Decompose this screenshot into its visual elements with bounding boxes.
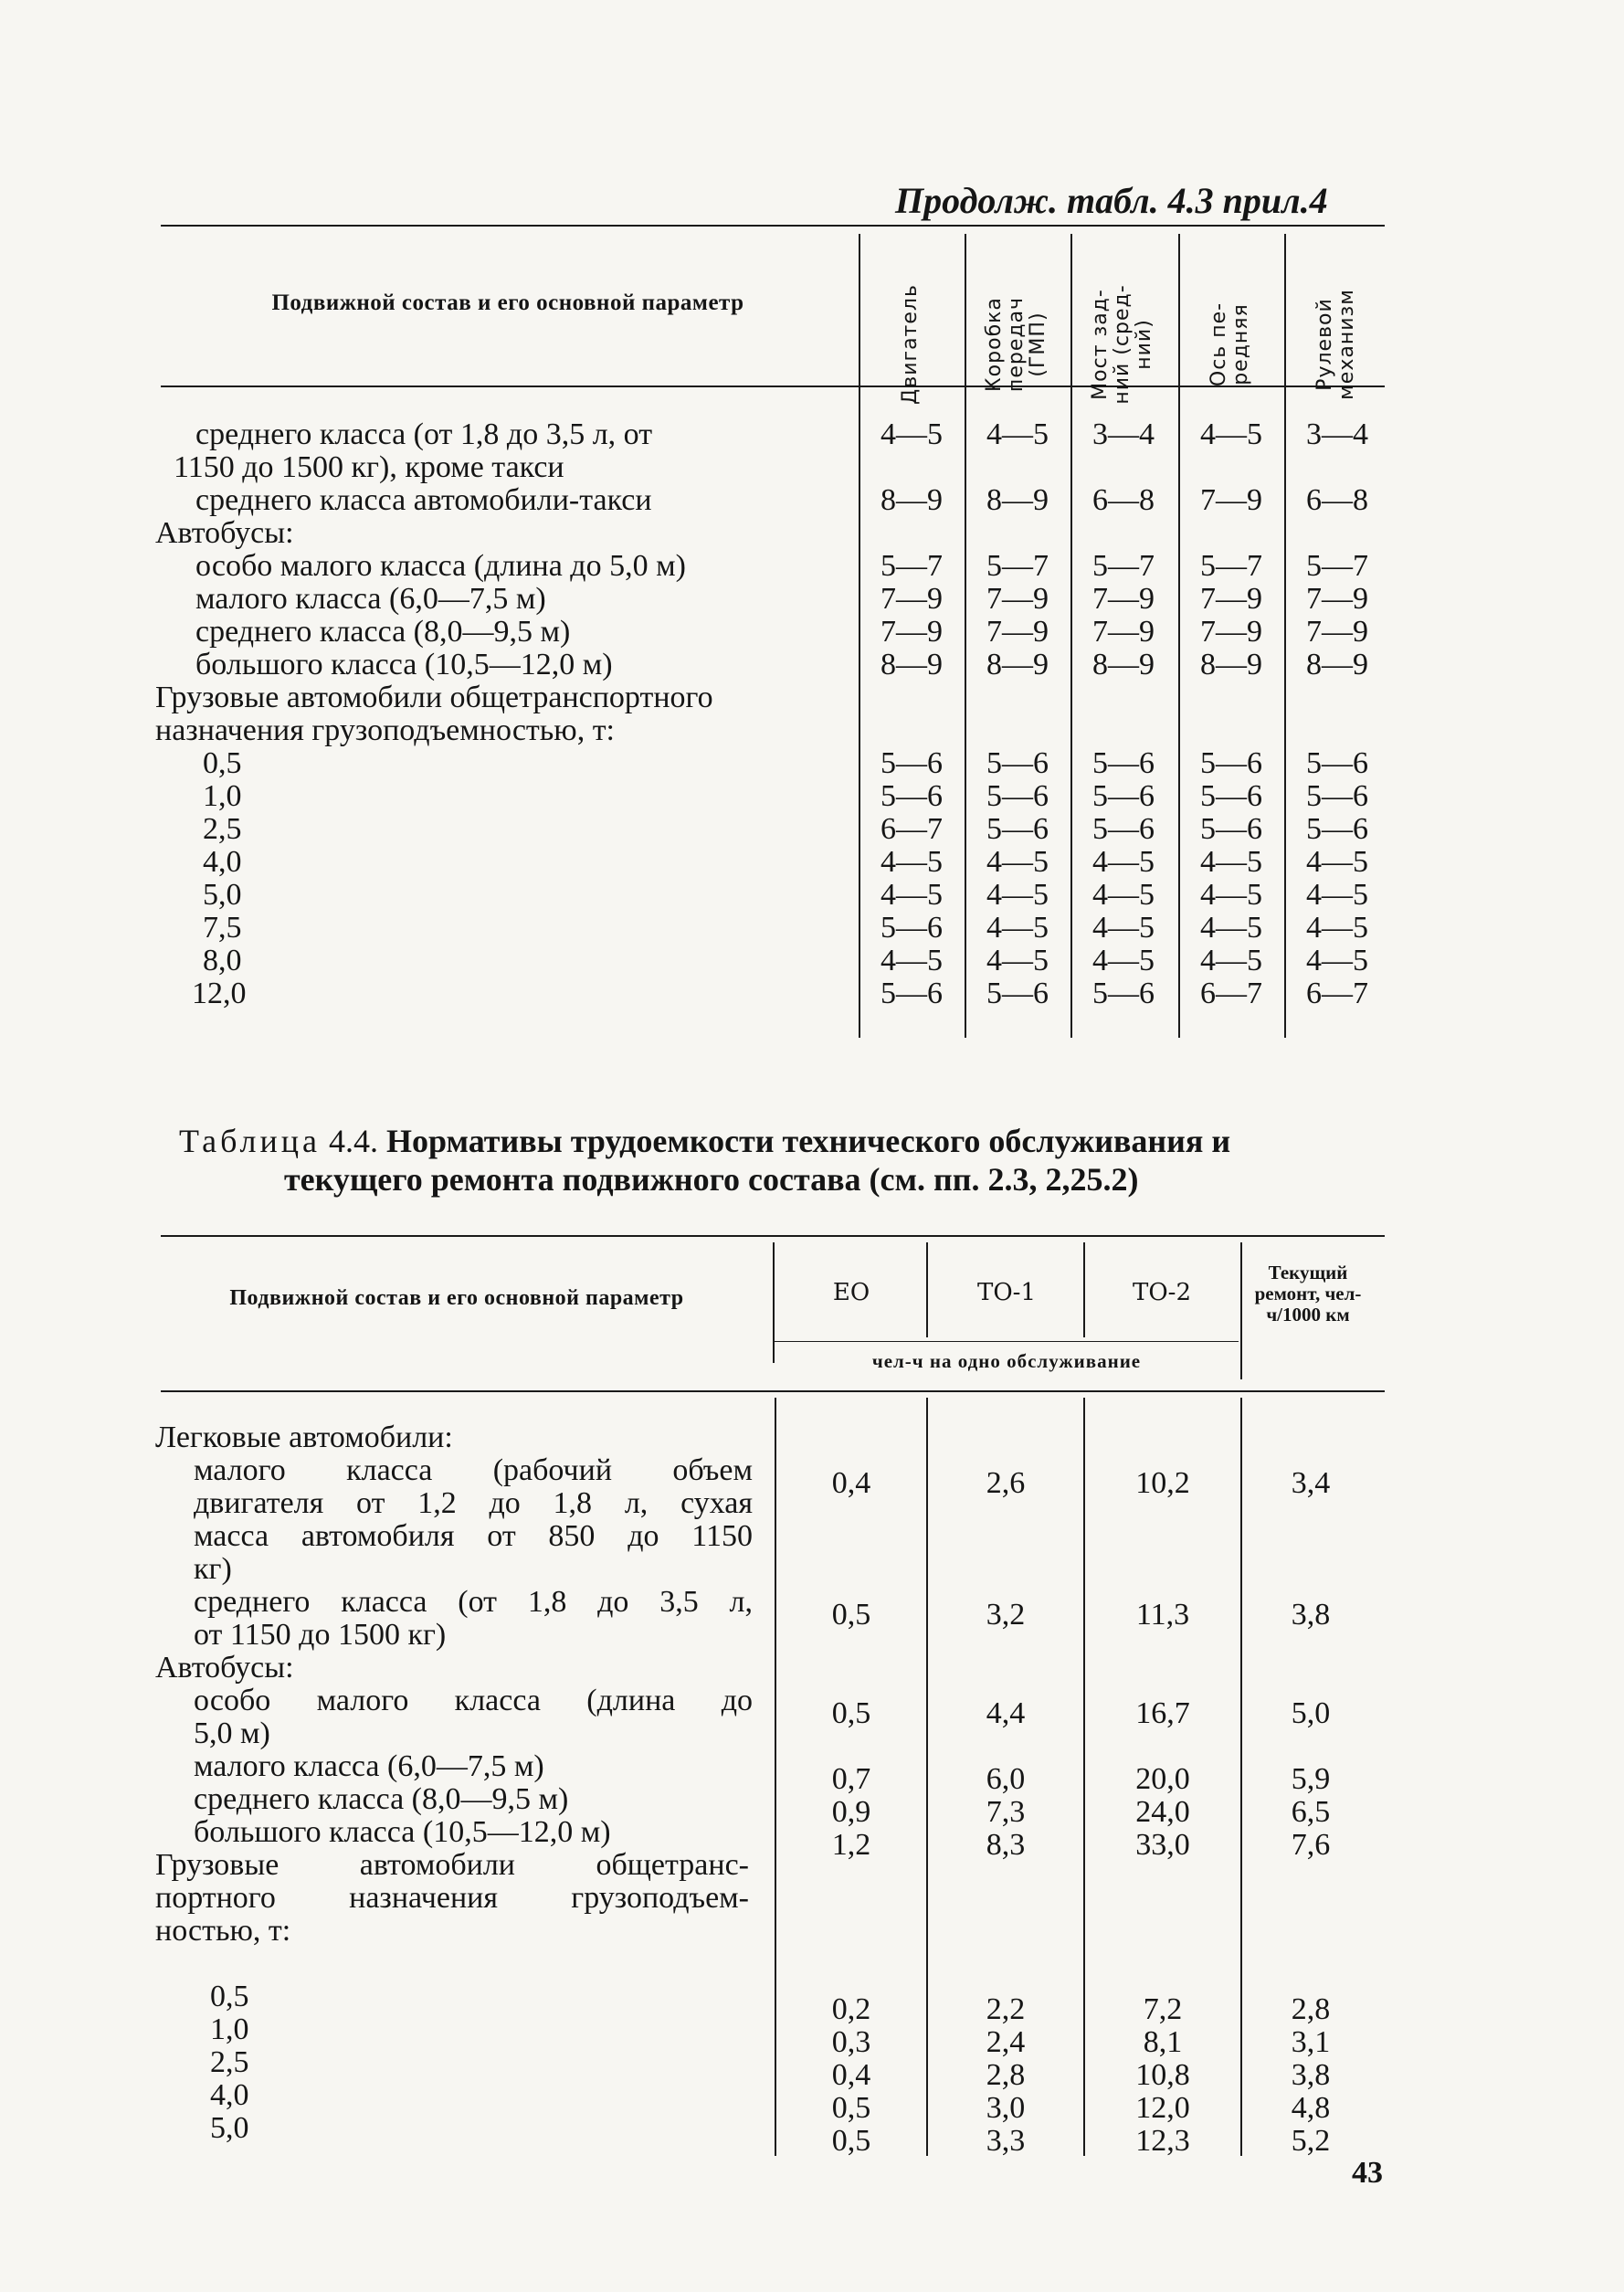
continuation-title: Продолж. табл. 4.3 прил.4: [895, 180, 1328, 221]
table44-row-label: 5,0: [210, 2111, 249, 2145]
page-number: 43: [1352, 2156, 1383, 2190]
table44-row-label: 0,5: [210, 1980, 249, 2013]
table43-column-header-text: Мост зад- ний (сред- ний): [1089, 284, 1155, 405]
table44-cell: 4,4: [986, 1696, 1026, 1730]
table43-cell: 8—9: [881, 648, 943, 681]
table44-cell: 24,0: [1135, 1795, 1190, 1829]
table44-header-label: Подвижной состав и его основной параметр: [229, 1286, 684, 1310]
table43-column-header: [1286, 245, 1387, 400]
table44-cell: 7,3: [986, 1795, 1026, 1829]
table44-cell: 0,5: [831, 1598, 871, 1632]
table44-row-label: среднего класса (от 1,8 до 3,5 л,: [194, 1585, 753, 1619]
table44-unit-rule: [775, 1341, 1239, 1342]
table44-unit-label: чел-ч на одно обслуживание: [871, 1350, 1142, 1372]
table43-cell: 4—5: [986, 878, 1049, 912]
table44-cell: 0,5: [831, 2124, 871, 2158]
table44-cell: 10,2: [1135, 1466, 1190, 1500]
table43-column-header-text: Коробка передач (ГМП): [983, 296, 1049, 393]
table43-column-header-text: Рулевой механизм: [1313, 289, 1358, 400]
table44-row-label: ностью, т:: [155, 1914, 291, 1948]
table44-cell: 2,8: [1291, 1992, 1331, 2026]
table44-row-label: особо малого класса (длина до: [194, 1684, 753, 1717]
table43-cell: 4—5: [1306, 911, 1368, 945]
table43-row-label: особо малого класса (длина до 5,0 м): [195, 549, 686, 583]
table43-cell: 5—6: [986, 977, 1049, 1010]
table43-cell: 5—7: [1092, 549, 1155, 583]
table43-cell: 6—7: [1306, 977, 1368, 1010]
table43-cell: 4—5: [1200, 845, 1262, 879]
table44-cell: 4,8: [1291, 2091, 1331, 2125]
table44-cell: 5,9: [1291, 1762, 1331, 1796]
table44-col-divider: [1083, 1242, 1085, 1337]
table44-cell: 3,8: [1291, 2058, 1331, 2092]
table43-cell: 7—9: [881, 582, 943, 616]
table43-cell: 7—9: [1092, 582, 1155, 616]
table44-cell: 2,2: [986, 1992, 1026, 2026]
table44-row-label: среднего класса (8,0—9,5 м): [194, 1782, 569, 1816]
table44-cell: 3,2: [986, 1598, 1026, 1632]
table43-row-label: 5,0: [203, 878, 242, 912]
table43-cell: 7—9: [881, 615, 943, 649]
table43-cell: 5—6: [1092, 746, 1155, 780]
table44-cell: 2,4: [986, 2025, 1026, 2059]
table44-row-label: масса автомобиля от 850 до 1150: [194, 1519, 753, 1553]
table44-row-label: портного назначения грузоподъем-: [155, 1881, 749, 1915]
table43-row-label: среднего класса автомобили-такси: [195, 483, 652, 517]
table44-cell: 2,8: [986, 2058, 1026, 2092]
table43-cell: 4—5: [1092, 845, 1155, 879]
table43-cell: 5—6: [1306, 812, 1368, 846]
table43-cell: 6—7: [1200, 977, 1262, 1010]
table43-cell: 5—6: [1092, 977, 1155, 1010]
table44-cell: 3,1: [1291, 2025, 1331, 2059]
table44-cell: 3,8: [1291, 1598, 1331, 1632]
table43-cell: 6—7: [881, 812, 943, 846]
table43-cell: 5—6: [1092, 779, 1155, 813]
table43-cell: 4—5: [986, 417, 1049, 451]
table43-row-label: 0,5: [203, 746, 242, 780]
table44-row-label: от 1150 до 1500 кг): [194, 1618, 447, 1652]
table43-row-label: 2,5: [203, 812, 242, 846]
table43-cell: 5—6: [1306, 779, 1368, 813]
table43-row-label: Грузовые автомобили общетранспортного: [155, 681, 713, 714]
table43-row-label: большого класса (10,5—12,0 м): [195, 648, 613, 681]
table43-cell: 5—7: [986, 549, 1049, 583]
table44-cell: 5,0: [1291, 1696, 1331, 1730]
table44-cell: 6,0: [986, 1762, 1026, 1796]
table44-cell: 6,5: [1291, 1795, 1331, 1829]
table43-cell: 4—5: [1092, 878, 1155, 912]
table43-cell: 4—5: [881, 878, 943, 912]
table44-col-eo: ЕО: [832, 1279, 870, 1306]
table44-cell: 1,2: [831, 1828, 871, 1862]
table44-cell: 5,2: [1291, 2124, 1331, 2158]
table43-cell: 4—5: [986, 944, 1049, 977]
table44-cell: 12,0: [1135, 2091, 1190, 2125]
table43-cell: 4—5: [1200, 878, 1262, 912]
table43-cell: 5—6: [1092, 812, 1155, 846]
table43-cell: 8—9: [1200, 648, 1262, 681]
table44-row-label: 5,0 м): [194, 1716, 270, 1750]
table43-cell: 7—9: [1200, 615, 1262, 649]
table43-cell: 5—6: [1200, 746, 1262, 780]
table44-title-line1: Нормативы трудоемкости технического обслуживания и: [385, 1123, 1231, 1159]
table43-cell: 3—4: [1306, 417, 1368, 451]
table44-cell: 2,6: [986, 1466, 1026, 1500]
table43-cell: 6—8: [1306, 483, 1368, 517]
table44-cell: 0,9: [831, 1795, 871, 1829]
table43-column-header-text: Ось пе- редняя: [1207, 301, 1252, 387]
table44-row-label: кг): [194, 1552, 232, 1586]
table43-cell: 8—9: [1092, 648, 1155, 681]
table43-cell: 8—9: [986, 483, 1049, 517]
table44-col-to1: ТО-1: [977, 1279, 1036, 1306]
table43-cell: 5—6: [986, 812, 1049, 846]
table43-cell: 4—5: [881, 845, 943, 879]
table44-col-divider: [926, 1242, 928, 1337]
table43-cell: 5—6: [881, 746, 943, 780]
table44-cell: 0,5: [831, 1696, 871, 1730]
table44-cell: 8,3: [986, 1828, 1026, 1862]
table43-row-label: 1150 до 1500 кг), кроме такси: [174, 450, 564, 484]
table44-cell: 33,0: [1135, 1828, 1190, 1862]
table43-cell: 5—6: [986, 779, 1049, 813]
table43-cell: 5—6: [1200, 812, 1262, 846]
table44-title: [179, 1122, 1458, 1199]
table43-cell: 5—6: [1200, 779, 1262, 813]
table44-cell: 12,3: [1135, 2124, 1190, 2158]
table43-cell: 4—5: [1200, 911, 1262, 945]
table43-cell: 7—9: [1306, 615, 1368, 649]
table44-cell: 3,0: [986, 2091, 1026, 2125]
table44-cell: 0,2: [831, 1992, 871, 2026]
table44-col-divider: [773, 1242, 775, 1363]
table44-cell: 7,2: [1143, 1992, 1183, 2026]
table44-row-label: 1,0: [210, 2012, 249, 2046]
table43-cell: 4—5: [1200, 944, 1262, 977]
table43-cell: 5—7: [1306, 549, 1368, 583]
table43-row-label: 12,0: [192, 977, 247, 1010]
table43-cell: 4—5: [1306, 944, 1368, 977]
table43-column-header: [966, 245, 1067, 393]
table44-header-rule: [161, 1390, 1385, 1392]
table43-cell: 7—9: [1200, 483, 1262, 517]
table44-title-prefix: Таблица: [179, 1123, 321, 1159]
table43-cell: 5—7: [1200, 549, 1262, 583]
table44-cell: 0,4: [831, 2058, 871, 2092]
table43-cell: 5—6: [986, 746, 1049, 780]
table43-cell: 5—6: [881, 911, 943, 945]
table43-row-label: 8,0: [203, 944, 242, 977]
table44-row-label: малого класса (рабочий объем: [194, 1453, 753, 1487]
table44-cell: 0,4: [831, 1466, 871, 1500]
table44-title-line2: текущего ремонта подвижного состава (см. пп. 2.3, 2,25.2): [284, 1161, 1139, 1198]
table43-row-label: 7,5: [203, 911, 242, 945]
table43-row-label: 4,0: [203, 845, 242, 879]
table44-cell: 10,8: [1135, 2058, 1190, 2092]
table43-row-label: 1,0: [203, 779, 242, 813]
table44-cell: 7,6: [1291, 1828, 1331, 1862]
table43-row-label: Автобусы:: [155, 516, 294, 550]
table44-title-number: 4.4.: [328, 1123, 378, 1159]
table43-column-header: [860, 245, 961, 405]
table43-top-rule: [161, 225, 1385, 227]
table43-cell: 5—6: [881, 977, 943, 1010]
table43-cell: 4—5: [881, 417, 943, 451]
table44-row-label: Автобусы:: [155, 1651, 294, 1685]
table43-cell: 6—8: [1092, 483, 1155, 517]
table43-cell: 5—6: [1306, 746, 1368, 780]
table43-column-header-text: Двигатель: [899, 284, 922, 405]
table44-top-rule: [161, 1235, 1385, 1237]
table43-column-header: [1180, 245, 1281, 387]
table44-row-label: малого класса (6,0—7,5 м): [194, 1749, 544, 1783]
table44-row-label: Легковые автомобили:: [155, 1421, 453, 1454]
table43-cell: 4—5: [1306, 878, 1368, 912]
table43-cell: 4—5: [1092, 911, 1155, 945]
table44-cell: 16,7: [1135, 1696, 1190, 1730]
table43-row-label: малого класса (6,0—7,5 м): [195, 582, 546, 616]
table43-cell: 7—9: [1200, 582, 1262, 616]
table43-cell: 7—9: [1306, 582, 1368, 616]
table43-cell: 3—4: [1092, 417, 1155, 451]
table43-cell: 8—9: [881, 483, 943, 517]
table44-cell: 20,0: [1135, 1762, 1190, 1796]
table44-cell: 8,1: [1143, 2025, 1183, 2059]
table43-row-label: среднего класса (от 1,8 до 3,5 л, от: [195, 417, 653, 451]
table43-cell: 5—7: [881, 549, 943, 583]
table44-row-label: 4,0: [210, 2078, 249, 2112]
table44-cell: 3,4: [1291, 1466, 1331, 1500]
table43-cell: 4—5: [1306, 845, 1368, 879]
table43-cell: 8—9: [986, 648, 1049, 681]
table43-cell: 8—9: [1306, 648, 1368, 681]
table43-cell: 4—5: [1092, 944, 1155, 977]
table43-column-header: [1072, 245, 1173, 405]
table44-cell: 11,3: [1135, 1598, 1190, 1632]
table43-row-label: назначения грузоподъемностью, т:: [155, 713, 615, 747]
table43-cell: 5—6: [881, 779, 943, 813]
table44-col-repair: Текущий ремонт, чел-ч/1000 км: [1254, 1262, 1362, 1326]
table43-cell: 4—5: [986, 845, 1049, 879]
table44-cell: 0,7: [831, 1762, 871, 1796]
table44-col-divider: [1240, 1242, 1242, 1379]
table43-cell: 4—5: [1200, 417, 1262, 451]
table44-cell: 3,3: [986, 2124, 1026, 2158]
table43-cell: 4—5: [986, 911, 1049, 945]
table44-cell: 0,5: [831, 2091, 871, 2125]
table43-row-label: среднего класса (8,0—9,5 м): [195, 615, 571, 649]
table43-header-label: Подвижной состав и его основной параметр: [271, 290, 744, 315]
table44-col-to2: ТО-2: [1133, 1279, 1191, 1306]
table44-row-label: двигателя от 1,2 до 1,8 л, сухая: [194, 1486, 753, 1520]
table43-cell: 7—9: [1092, 615, 1155, 649]
table44-cell: 0,3: [831, 2025, 871, 2059]
table43-cell: 7—9: [986, 582, 1049, 616]
table44-row-label: большого класса (10,5—12,0 м): [194, 1815, 611, 1849]
table43-cell: 4—5: [881, 944, 943, 977]
table43-cell: 7—9: [986, 615, 1049, 649]
table44-row-label: 2,5: [210, 2045, 249, 2079]
table44-row-label: Грузовые автомобили общетранс-: [155, 1848, 749, 1882]
